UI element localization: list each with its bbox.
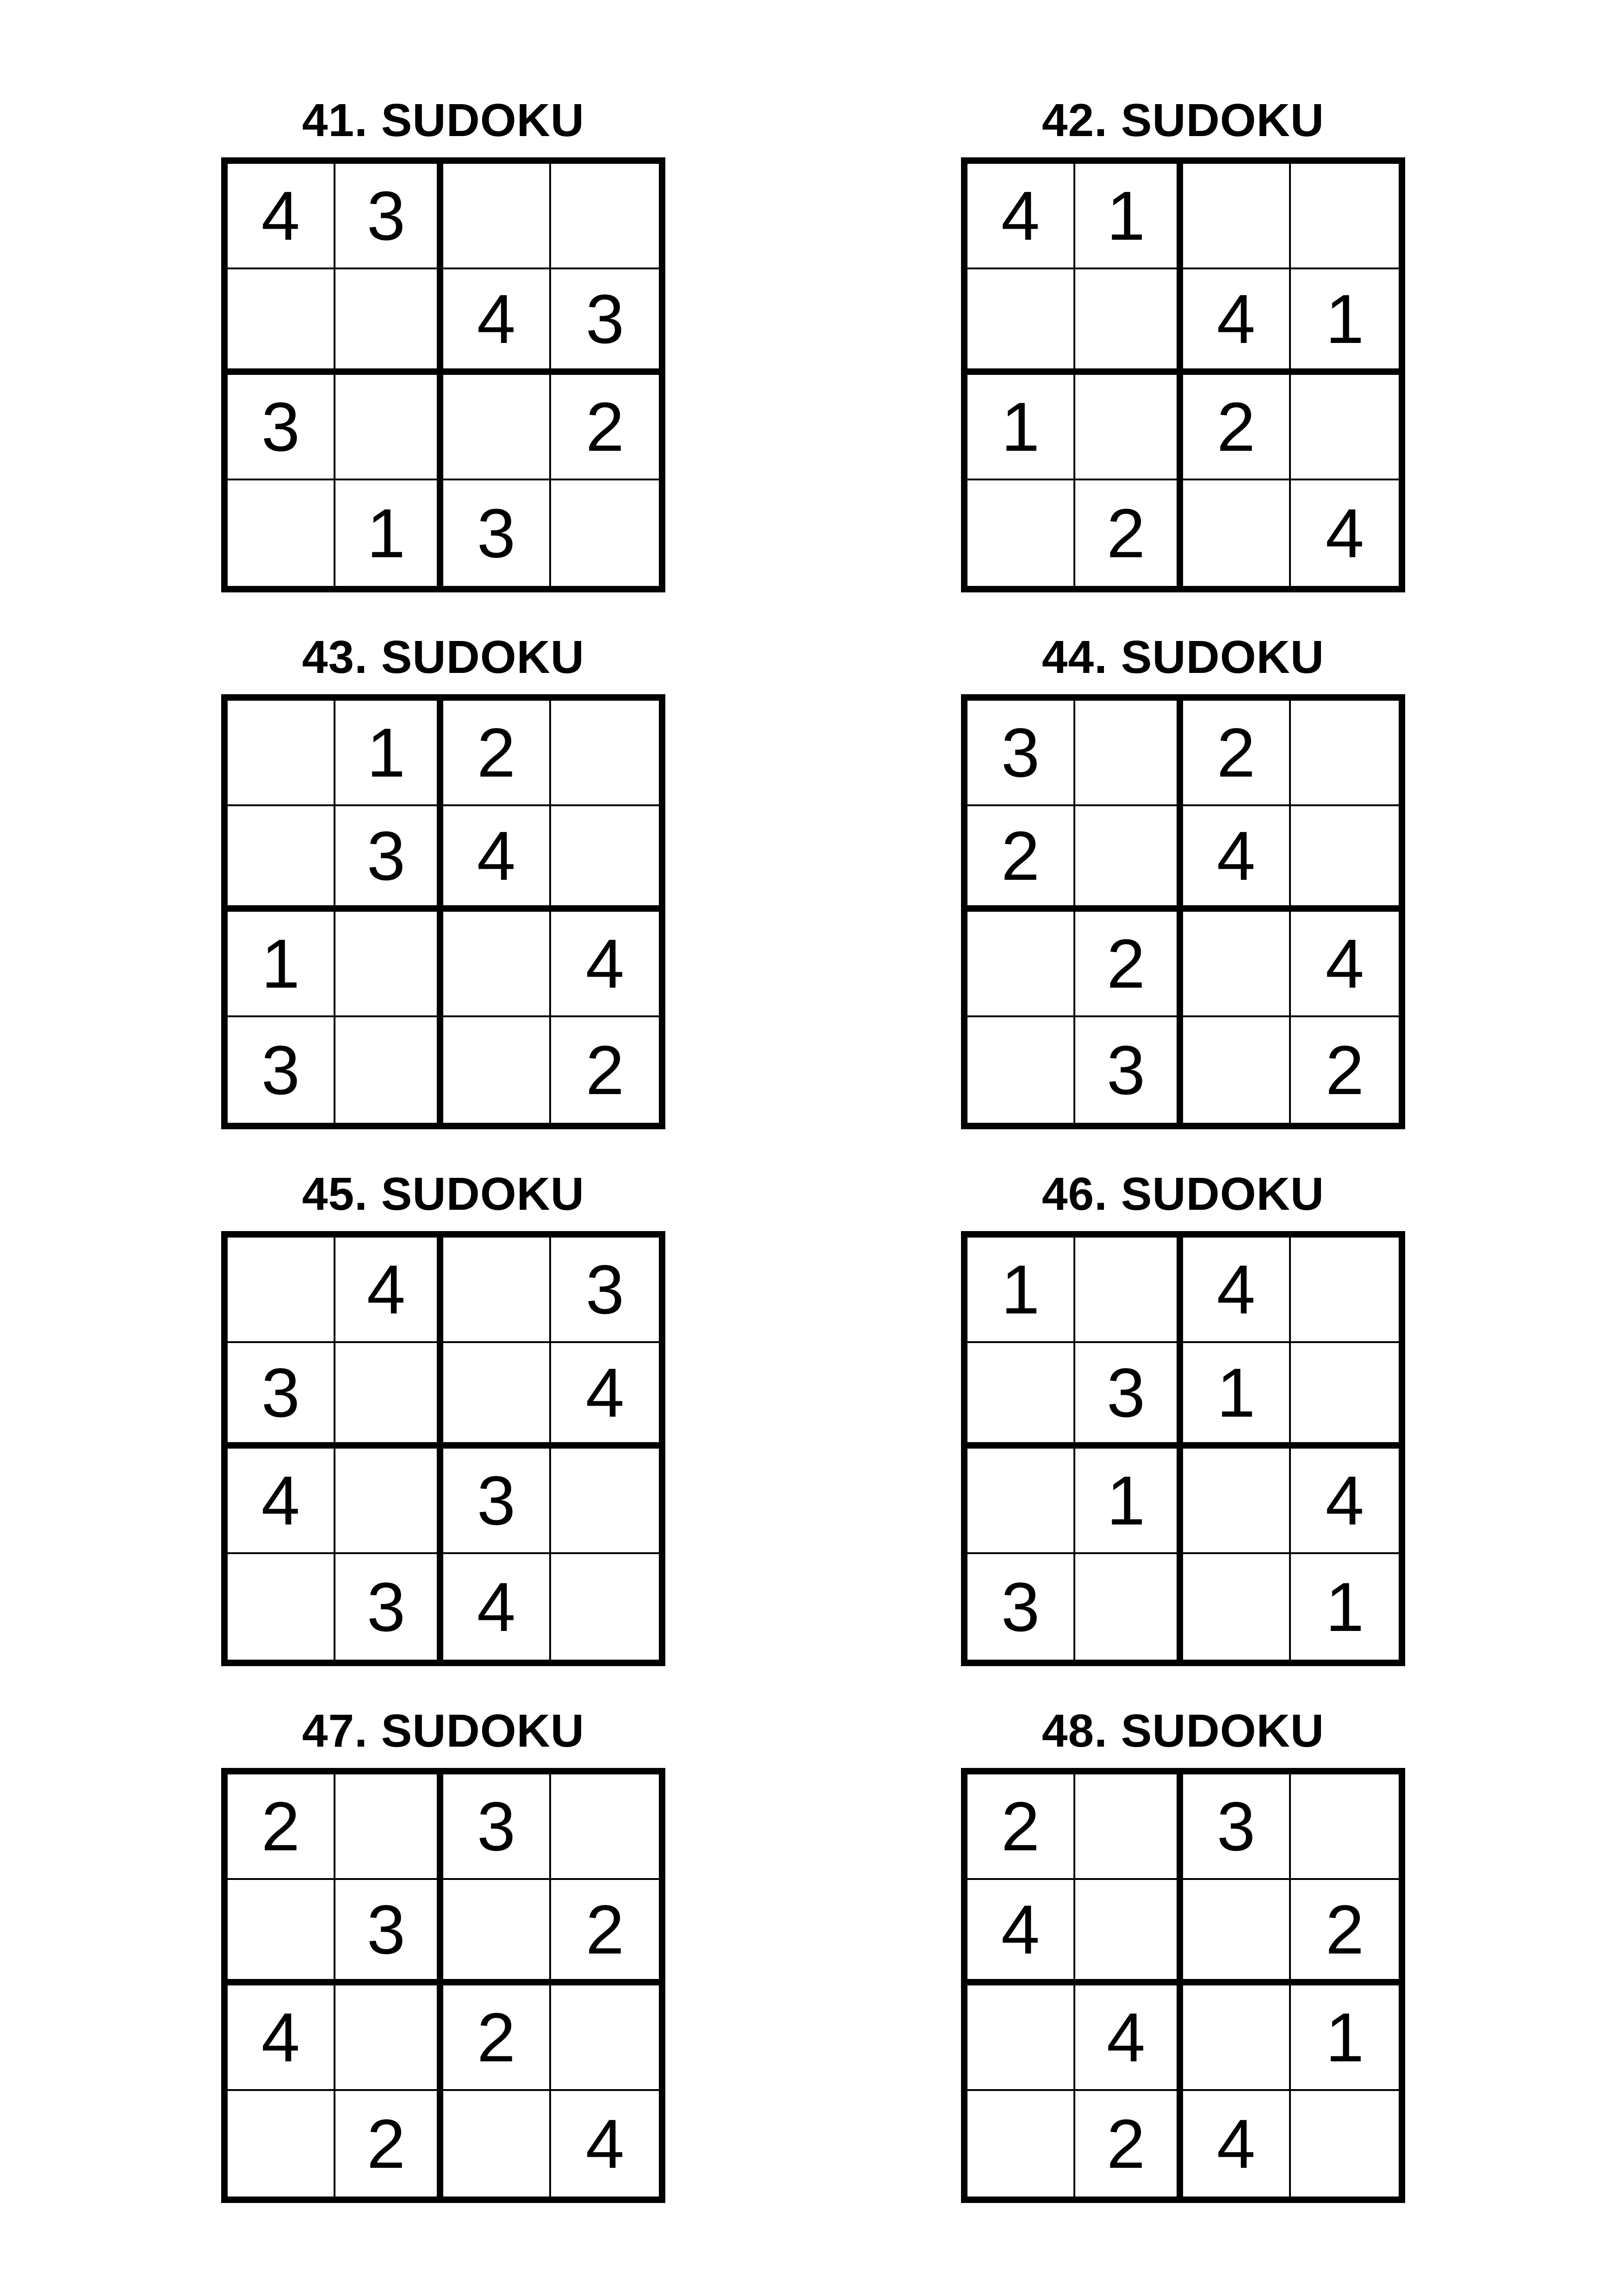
empty-cell[interactable] [967, 480, 1075, 586]
empty-cell[interactable] [1075, 375, 1183, 480]
empty-cell[interactable] [967, 269, 1075, 375]
empty-cell[interactable] [1291, 701, 1399, 806]
empty-cell[interactable] [228, 806, 335, 912]
given-digit-cell: 1 [967, 375, 1075, 480]
given-digit-cell: 1 [335, 701, 443, 806]
given-digit-cell: 2 [551, 375, 659, 480]
given-digit-cell: 4 [443, 1554, 551, 1660]
given-digit-cell: 2 [228, 1774, 335, 1880]
given-digit-cell: 4 [1183, 2091, 1291, 2196]
given-digit-cell: 4 [551, 1343, 659, 1449]
empty-cell[interactable] [1183, 912, 1291, 1017]
given-digit-cell: 1 [967, 1238, 1075, 1343]
given-digit-cell: 4 [967, 164, 1075, 269]
given-digit-cell: 2 [1075, 2091, 1183, 2196]
empty-cell[interactable] [1075, 806, 1183, 912]
empty-cell[interactable] [1183, 164, 1291, 269]
empty-cell[interactable] [1291, 375, 1399, 480]
empty-cell[interactable] [443, 1238, 551, 1343]
given-digit-cell: 1 [1075, 164, 1183, 269]
empty-cell[interactable] [335, 912, 443, 1017]
given-digit-cell: 2 [1325, 1031, 1364, 1109]
given-digit-cell: 3 [967, 1554, 1075, 1660]
given-digit-cell: 2 [1075, 912, 1183, 1017]
empty-cell[interactable] [1075, 1774, 1183, 1880]
given-digit-cell: 4 [1291, 912, 1399, 1017]
sudoku-grid [961, 694, 1405, 1129]
empty-cell[interactable] [1183, 480, 1291, 586]
given-digit-cell: 4 [1183, 269, 1291, 375]
given-digit-cell: 1 [228, 912, 335, 1017]
empty-cell[interactable] [443, 164, 551, 269]
given-digit-cell: 3 [967, 701, 1075, 806]
given-digit-cell: 4 [1325, 494, 1364, 572]
given-digit-cell: 3 [443, 1774, 551, 1880]
empty-cell[interactable] [1183, 1985, 1291, 2091]
puzzle-title: 47. SUDOKU [302, 1705, 585, 1757]
given-digit-cell: 1 [1325, 1568, 1364, 1646]
empty-cell[interactable] [551, 701, 659, 806]
empty-cell[interactable] [1291, 1238, 1399, 1343]
given-digit-cell: 4 [228, 164, 335, 269]
empty-cell[interactable] [443, 1880, 551, 1985]
empty-cell[interactable] [1075, 1554, 1183, 1660]
empty-cell[interactable] [1183, 1554, 1291, 1660]
puzzle-title: 41. SUDOKU [302, 94, 585, 146]
empty-cell[interactable] [228, 1554, 335, 1660]
empty-cell[interactable] [1075, 701, 1183, 806]
sudoku-grid [221, 157, 665, 592]
given-digit-cell: 4 [335, 1238, 443, 1343]
empty-cell[interactable] [335, 1017, 443, 1123]
given-digit-cell: 2 [585, 1031, 625, 1109]
empty-cell[interactable] [443, 1017, 551, 1123]
empty-cell[interactable] [1183, 1017, 1291, 1123]
puzzle-title: 42. SUDOKU [1041, 94, 1325, 146]
empty-cell[interactable] [1291, 806, 1399, 912]
empty-cell[interactable] [1291, 2091, 1399, 2196]
empty-cell[interactable] [1291, 1343, 1399, 1449]
given-digit-cell: 4 [551, 912, 659, 1017]
sudoku-grid [221, 1231, 665, 1666]
empty-cell[interactable] [551, 1449, 659, 1554]
empty-cell[interactable] [551, 1774, 659, 1880]
empty-cell[interactable] [967, 1017, 1075, 1123]
given-digit-cell: 4 [228, 1985, 335, 2091]
sudoku-grid [961, 1768, 1405, 2203]
empty-cell[interactable] [1183, 1449, 1291, 1554]
given-digit-cell: 2 [443, 701, 551, 806]
empty-cell[interactable] [335, 1985, 443, 2091]
given-digit-cell: 3 [551, 1238, 659, 1343]
given-digit-cell: 1 [1183, 1343, 1291, 1449]
empty-cell[interactable] [335, 1343, 443, 1449]
empty-cell[interactable] [335, 375, 443, 480]
empty-cell[interactable] [228, 1238, 335, 1343]
given-digit-cell: 3 [335, 164, 443, 269]
empty-cell[interactable] [551, 480, 659, 586]
given-digit-cell: 2 [1075, 480, 1183, 586]
given-digit-cell: 2 [967, 806, 1075, 912]
given-digit-cell: 2 [551, 1880, 659, 1985]
given-digit-cell: 3 [1075, 1017, 1183, 1123]
given-digit-cell: 4 [443, 269, 551, 375]
empty-cell[interactable] [967, 1985, 1075, 2091]
given-digit-cell: 1 [1075, 1449, 1183, 1554]
sudoku-grid [961, 1231, 1405, 1666]
given-digit-cell: 4 [585, 2105, 625, 2183]
empty-cell[interactable] [228, 2091, 335, 2196]
given-digit-cell: 4 [1291, 1449, 1399, 1554]
empty-cell[interactable] [967, 2091, 1075, 2196]
given-digit-cell: 2 [443, 1985, 551, 2091]
given-digit-cell: 1 [1291, 269, 1399, 375]
given-digit-cell: 3 [335, 806, 443, 912]
puzzle-title: 46. SUDOKU [1041, 1168, 1325, 1220]
empty-cell[interactable] [335, 1774, 443, 1880]
empty-cell[interactable] [967, 1343, 1075, 1449]
empty-cell[interactable] [443, 912, 551, 1017]
given-digit-cell: 3 [228, 1343, 335, 1449]
sudoku-grid [221, 694, 665, 1129]
empty-cell[interactable] [443, 375, 551, 480]
empty-cell[interactable] [335, 1449, 443, 1554]
empty-cell[interactable] [335, 269, 443, 375]
given-digit-cell: 3 [551, 269, 659, 375]
given-digit-cell: 3 [228, 1017, 335, 1123]
given-digit-cell: 2 [1291, 1880, 1399, 1985]
given-digit-cell: 4 [1075, 1985, 1183, 2091]
given-digit-cell: 3 [1075, 1343, 1183, 1449]
given-digit-cell: 4 [1183, 1238, 1291, 1343]
given-digit-cell: 2 [1183, 375, 1291, 480]
given-digit-cell: 3 [443, 480, 551, 586]
given-digit-cell: 2 [967, 1774, 1075, 1880]
puzzle-title: 45. SUDOKU [302, 1168, 585, 1220]
empty-cell[interactable] [551, 1554, 659, 1660]
empty-cell[interactable] [551, 1985, 659, 2091]
given-digit-cell: 1 [335, 480, 443, 586]
given-digit-cell: 2 [1183, 701, 1291, 806]
puzzle-title: 48. SUDOKU [1041, 1705, 1325, 1757]
empty-cell[interactable] [967, 1449, 1075, 1554]
given-digit-cell: 3 [335, 1554, 443, 1660]
given-digit-cell: 3 [443, 1449, 551, 1554]
sudoku-grid [221, 1768, 665, 2203]
given-digit-cell: 4 [228, 1449, 335, 1554]
given-digit-cell: 4 [443, 806, 551, 912]
puzzle-title: 44. SUDOKU [1041, 631, 1325, 683]
given-digit-cell: 3 [335, 1880, 443, 1985]
empty-cell[interactable] [228, 480, 335, 586]
empty-cell[interactable] [551, 806, 659, 912]
empty-cell[interactable] [1183, 1880, 1291, 1985]
given-digit-cell: 2 [335, 2091, 443, 2196]
empty-cell[interactable] [967, 912, 1075, 1017]
empty-cell[interactable] [1291, 1774, 1399, 1880]
empty-cell[interactable] [551, 164, 659, 269]
empty-cell[interactable] [443, 1343, 551, 1449]
given-digit-cell: 4 [1183, 806, 1291, 912]
empty-cell[interactable] [1075, 1238, 1183, 1343]
empty-cell[interactable] [228, 1880, 335, 1985]
sudoku-grid [961, 157, 1405, 592]
empty-cell[interactable] [228, 269, 335, 375]
given-digit-cell: 3 [228, 375, 335, 480]
given-digit-cell: 1 [1291, 1985, 1399, 2091]
puzzle-title: 43. SUDOKU [302, 631, 585, 683]
empty-cell[interactable] [443, 2091, 551, 2196]
given-digit-cell: 4 [967, 1880, 1075, 1985]
empty-cell[interactable] [228, 701, 335, 806]
empty-cell[interactable] [1291, 164, 1399, 269]
empty-cell[interactable] [1075, 269, 1183, 375]
empty-cell[interactable] [1075, 1880, 1183, 1985]
given-digit-cell: 3 [1183, 1774, 1291, 1880]
